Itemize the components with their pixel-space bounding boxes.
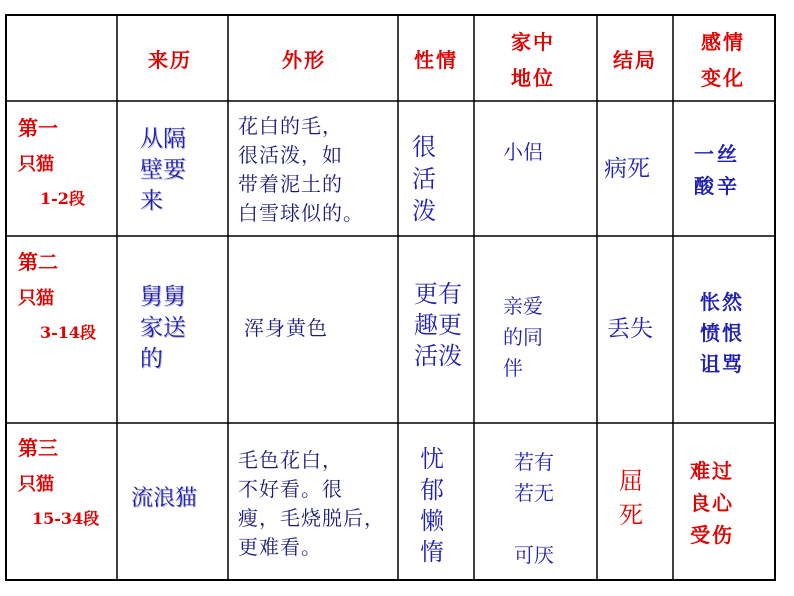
row2-label-line3: 3-14段 (40, 323, 97, 342)
header-appearance: 外形 (282, 48, 326, 72)
row2-label (18, 246, 96, 343)
row1-label-line1: 第一 (18, 116, 58, 140)
row1-label (18, 112, 85, 209)
row1-appearance: 花白的毛， 很活泼，如 带着泥土的 白雪球似的。 (238, 114, 364, 225)
row1-origin: 从隔 壁要 来 (140, 126, 186, 214)
row3-ending-text: 屈死 (619, 467, 643, 529)
header-origin: 来历 (148, 48, 192, 72)
row2-status: 亲爱 的同 伴 (503, 294, 543, 380)
header-feeling-line2: 变化 (701, 66, 745, 90)
row3-temperament: 忧 郁 懒 惰 (420, 445, 444, 566)
row3-label-line3: 15-34段 (32, 509, 100, 528)
row1-status: 小侣 (503, 140, 543, 164)
header-status-line2: 地位 (511, 66, 555, 90)
row3-appearance: 毛色花白， 不好看。很 瘦，毛烧脱后， 更难看。 (238, 448, 385, 559)
row3-status: 若有 若无 可厌 (514, 450, 554, 567)
row1-ending: 病死 (604, 156, 650, 182)
header-status-line1: 家中 (511, 30, 555, 54)
header-ending: 结局 (613, 48, 657, 72)
row2-temperament: 更有 趣更 活泼 (414, 280, 462, 370)
row1-label-line2: 只猫 (18, 154, 54, 175)
row1-temperament: 很 活 泼 (412, 133, 436, 225)
row1-feeling: 一丝 酸辛 (694, 142, 740, 198)
row2-feeling: 怅然 愤恨 诅骂 (700, 290, 744, 376)
row2-label-line1: 第二 (18, 250, 58, 274)
row2-ending: 丢失 (607, 316, 653, 342)
row2-appearance: 浑身黄色 (244, 316, 328, 340)
row2-origin: 舅舅 家送 的 (140, 284, 186, 372)
row3-ending (619, 464, 645, 532)
row1-label-line3: 1-2段 (40, 189, 85, 208)
row3-label-line2: 只猫 (18, 474, 54, 495)
row3-label-line1: 第三 (18, 436, 58, 460)
header-feeling-line1: 感情 (701, 30, 745, 54)
row3-feeling: 难过 良心 受伤 (690, 459, 734, 547)
header-temperament: 性情 (414, 48, 458, 72)
row2-label-line2: 只猫 (18, 288, 54, 309)
row3-origin: 流浪猫 (131, 486, 198, 511)
row3-label (18, 432, 99, 529)
